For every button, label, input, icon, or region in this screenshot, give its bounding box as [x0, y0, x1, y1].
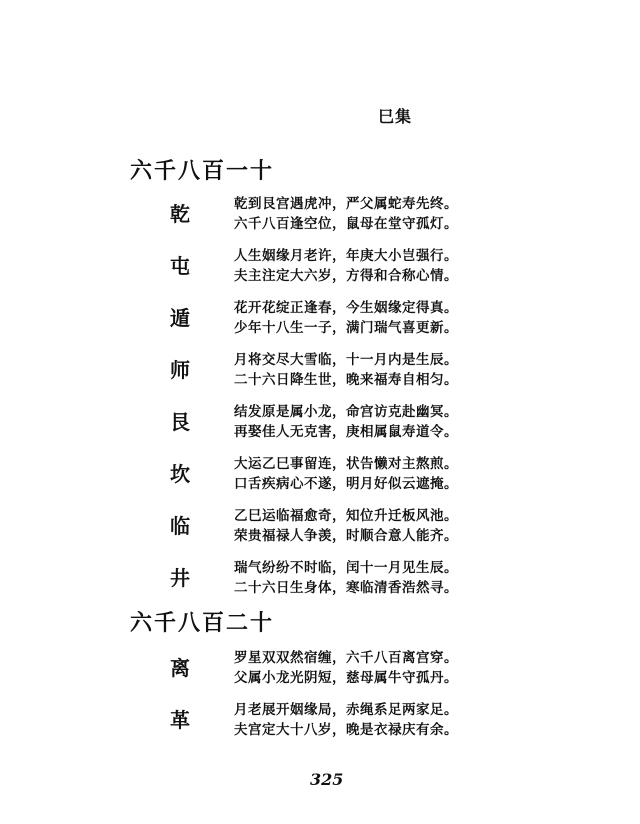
hexagram-char: 临 [170, 514, 190, 538]
page-number: 325 [310, 770, 344, 789]
verse-line: 少年十八生一子，满门瑞气喜更新。 [234, 320, 458, 336]
entry [0, 450, 640, 494]
entry [0, 242, 640, 286]
entry [0, 398, 640, 442]
hexagram-char: 屯 [170, 254, 190, 278]
entry [0, 294, 640, 338]
verse-line: 六千八百逢空位，鼠母在堂守孤灯。 [234, 216, 458, 232]
verse-line: 月将交尽大雪临，十一月内是生辰。 [234, 352, 458, 368]
entry [0, 554, 640, 598]
hexagram-char: 离 [170, 656, 190, 680]
header-title: 巳集 [378, 107, 413, 126]
verse-line: 夫主注定大六岁，方得和合称心情。 [234, 268, 458, 284]
entry [0, 696, 640, 740]
verse-line: 月老展开姻缘局，赤绳系足两家足。 [234, 702, 458, 718]
hexagram-char: 坎 [170, 462, 190, 486]
verse-line: 结发原是属小龙，命宫访克赴幽冥。 [234, 404, 458, 420]
hexagram-char: 艮 [170, 410, 190, 434]
verse-line: 再娶佳人无克害，庚相属鼠寿道令。 [234, 424, 458, 440]
verse-line: 乙巳运临福愈奇，知位升迁板风池。 [234, 508, 458, 524]
verse-line: 荣贵福禄人争羡，时顺合意人能齐。 [234, 528, 458, 544]
hexagram-char: 师 [170, 358, 190, 382]
verse-line: 二十六日生身体，寒临清香浩然寻。 [234, 580, 458, 596]
verse-line: 瑞气纷纷不时临，闰十一月见生辰。 [234, 560, 458, 576]
hexagram-char: 遁 [170, 306, 190, 330]
verse-line: 父属小龙光阴短，慈母属牛守孤丹。 [234, 670, 458, 686]
verse-line: 花开花绽正逢春，今生姻缘定得真。 [234, 300, 458, 316]
entry [0, 190, 640, 234]
entry [0, 644, 640, 688]
hexagram-char: 井 [170, 566, 190, 590]
verse-line: 人生姻缘月老许，年庚大小岂强行。 [234, 248, 458, 264]
verse-line: 夫宫定大十八岁，晚是衣禄庆有余。 [234, 722, 458, 738]
verse-line: 口舌疾病心不遂，明月好似云遮掩。 [234, 476, 458, 492]
section-heading: 六千八百二十 [130, 610, 275, 636]
entry [0, 346, 640, 390]
verse-line: 罗星双双然宿缠，六千八百离宫穿。 [234, 650, 458, 666]
entry [0, 502, 640, 546]
verse-line: 乾到艮宫遇虎冲，严父属蛇寿先终。 [234, 196, 458, 212]
hexagram-char: 乾 [170, 202, 190, 226]
section-heading: 六千八百一十 [130, 158, 275, 184]
verse-line: 大运乙巳事留连，状告懒对主熬煎。 [234, 456, 458, 472]
hexagram-char: 革 [170, 708, 190, 732]
verse-line: 二十六日降生世，晚来福寿自相匀。 [234, 372, 458, 388]
